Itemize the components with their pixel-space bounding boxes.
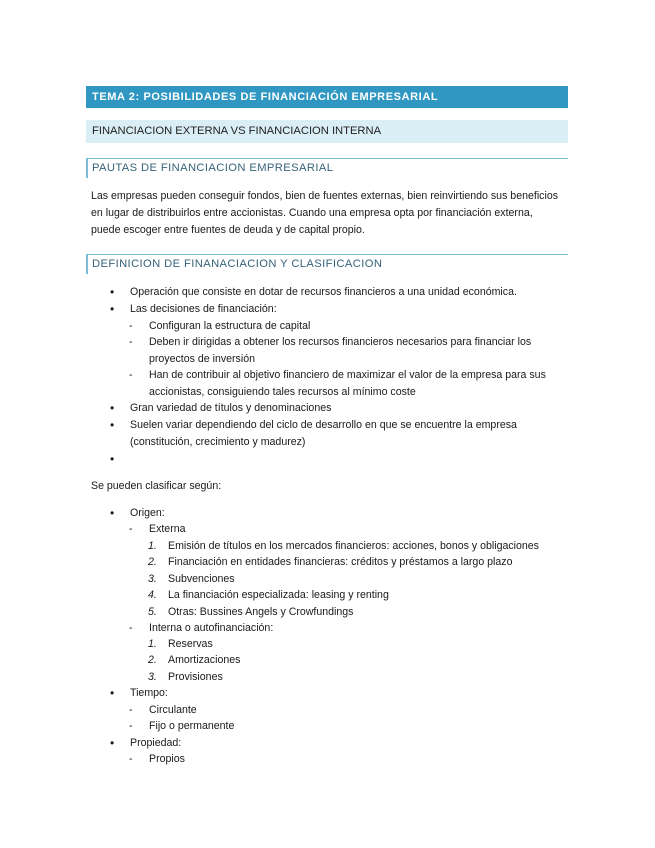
sub-list-item-interna bbox=[129, 620, 449, 637]
numbered-item-text: Provisiones bbox=[168, 671, 223, 683]
list-item-text: Suelen variar dependiendo del ciclo de desarrollo en que se encuentre la empresa (constitución, crecimiento y madurez) bbox=[130, 419, 517, 448]
bullet-marker: • bbox=[110, 736, 115, 750]
pautas-paragraph: Las empresas pueden conseguir fondos, bien de fuentes externas, bien reinvirtiendo sus beneficios en lugar de distribuirlos entre accionistas. Cuando una empresa opta por financiación externa, puede escoger entre fuentes de deuda y de capital propio. bbox=[91, 190, 559, 236]
numbered-item-text: La financiación especializada: leasing y renting bbox=[168, 589, 389, 601]
numbered-item bbox=[148, 669, 468, 686]
numbered-item bbox=[148, 652, 468, 669]
dash-marker: - bbox=[129, 704, 133, 716]
numbered-item-text: Emisión de títulos en los mercados financieros: acciones, bonos y obligaciones bbox=[168, 540, 539, 552]
list-item-origen bbox=[110, 505, 330, 522]
numbered-item-text: Reservas bbox=[168, 638, 213, 650]
sub-list-item-text: Propios bbox=[149, 753, 185, 765]
dash-marker: - bbox=[129, 622, 133, 634]
numbered-item bbox=[148, 554, 558, 571]
dash-marker: - bbox=[129, 753, 133, 765]
numbered-item bbox=[148, 636, 468, 653]
sub-list-item bbox=[129, 702, 349, 719]
number-marker: 3. bbox=[148, 573, 157, 585]
topic-heading: TEMA 2: POSIBILIDADES DE FINANCIACIÓN EMPRESARIAL bbox=[86, 86, 568, 108]
dash-marker: - bbox=[129, 320, 133, 332]
sub-list-item bbox=[129, 718, 349, 735]
section-heading-pautas: PAUTAS DE FINANCIACION EMPRESARIAL bbox=[86, 158, 568, 178]
sub-list-item-text: Configuran la estructura de capital bbox=[149, 320, 311, 332]
sub-list-item bbox=[129, 318, 559, 335]
dash-marker: - bbox=[129, 336, 133, 348]
clasificar-intro: Se pueden clasificar según: bbox=[91, 480, 222, 492]
sub-list-item bbox=[129, 367, 559, 401]
sub-list-item-text: Han de contribuir al objetivo financiero de maximizar el valor de la empresa para sus accionistas, consiguiendo tales recursos al mínimo coste bbox=[149, 369, 546, 398]
bullet-marker: • bbox=[110, 506, 115, 520]
list-item-tiempo bbox=[110, 685, 330, 702]
dash-marker: - bbox=[129, 720, 133, 732]
bullet-marker: • bbox=[110, 686, 115, 700]
bullet-marker: • bbox=[110, 302, 115, 316]
number-marker: 1. bbox=[148, 638, 157, 650]
number-marker: 4. bbox=[148, 589, 157, 601]
numbered-item-text: Amortizaciones bbox=[168, 654, 241, 666]
sub-list-item-text: Circulante bbox=[149, 704, 197, 716]
numbered-item bbox=[148, 571, 558, 588]
numbered-item bbox=[148, 538, 558, 555]
dash-marker: - bbox=[129, 523, 133, 535]
sub-list-item-externa bbox=[129, 521, 349, 538]
sub-list-item-text: Externa bbox=[149, 523, 186, 535]
sub-list-item bbox=[129, 334, 554, 368]
list-item bbox=[110, 400, 560, 417]
list-item bbox=[110, 301, 560, 318]
numbered-item-text: Subvenciones bbox=[168, 573, 235, 585]
bullet-marker: • bbox=[110, 452, 115, 466]
list-item-text: Propiedad: bbox=[130, 737, 182, 749]
section-heading-definicion: DEFINICION DE FINANACIACION Y CLASIFICACION bbox=[86, 254, 568, 274]
numbered-item bbox=[148, 587, 558, 604]
list-item-propiedad bbox=[110, 735, 330, 752]
sub-list-item-text: Fijo o permanente bbox=[149, 720, 235, 732]
number-marker: 2. bbox=[148, 556, 157, 568]
list-item-text: Tiempo: bbox=[130, 687, 168, 699]
list-item bbox=[110, 284, 560, 301]
dash-marker: - bbox=[129, 369, 133, 381]
sub-list-item-text: Interna o autofinanciación: bbox=[149, 622, 274, 634]
bullet-marker: • bbox=[110, 418, 115, 432]
number-marker: 3. bbox=[148, 671, 157, 683]
list-item-text: Operación que consiste en dotar de recursos financieros a una unidad económica. bbox=[130, 286, 517, 298]
subtopic-heading: FINANCIACION EXTERNA VS FINANCIACION INTERNA bbox=[86, 120, 568, 143]
bullet-marker: • bbox=[110, 401, 115, 415]
numbered-item bbox=[148, 604, 558, 621]
numbered-item-text: Financiación en entidades financieras: créditos y préstamos a largo plazo bbox=[168, 556, 513, 568]
number-marker: 5. bbox=[148, 606, 157, 618]
list-item-text: Origen: bbox=[130, 507, 165, 519]
sub-list-item bbox=[129, 751, 349, 768]
list-item-text: Gran variedad de títulos y denominaciones bbox=[130, 402, 332, 414]
bullet-marker: • bbox=[110, 285, 115, 299]
numbered-item-text: Otras: Bussines Angels y Crowfundings bbox=[168, 606, 354, 618]
sub-list-item-text: Deben ir dirigidas a obtener los recursos financieros necesarios para financiar los proyectos de inversión bbox=[149, 336, 532, 365]
number-marker: 2. bbox=[148, 654, 157, 666]
list-item-text: Las decisiones de financiación: bbox=[130, 303, 277, 315]
number-marker: 1. bbox=[148, 540, 157, 552]
list-item bbox=[110, 417, 535, 451]
